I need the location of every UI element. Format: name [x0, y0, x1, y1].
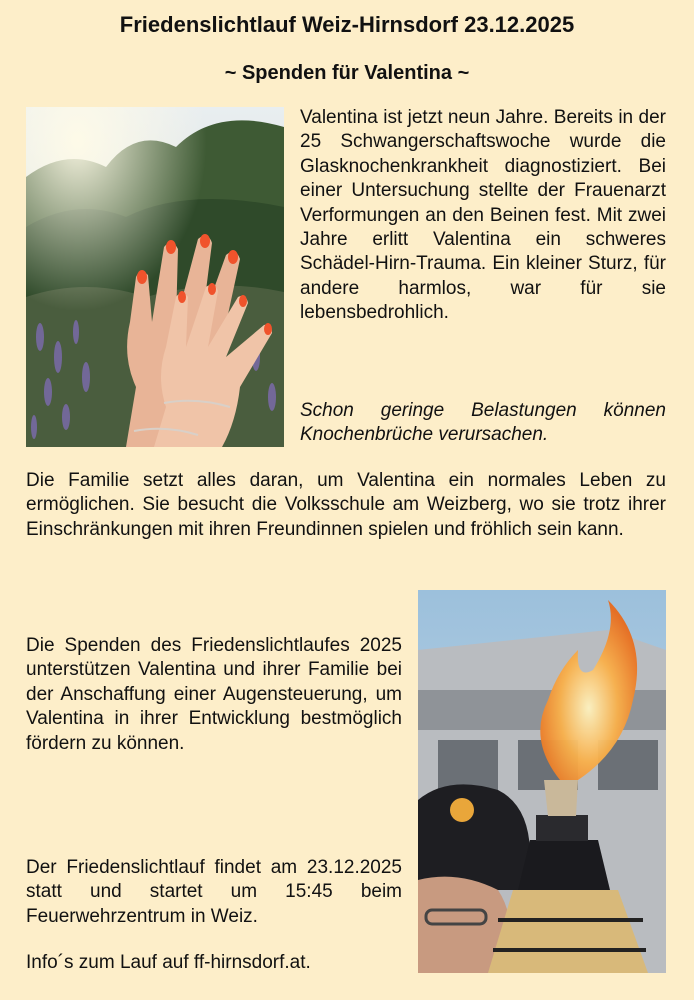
page-subtitle: ~ Spenden für Valentina ~: [224, 62, 470, 84]
hands-photo: [26, 107, 284, 447]
event-info: Info´s zum Lauf auf ff-hirnsdorf.at.: [26, 952, 311, 973]
intro-quote: Schon geringe Belastungen können Knochenbrüche verursachen.: [300, 400, 666, 446]
intro-paragraph: Valentina ist jetzt neun Jahre. Bereits in der 25 Schwangerschaftswoche wurde die Glasknochenkrankheit diagnostiziert. Bei einer Untersuchung stellte der Frauenarzt Verformungen an den Beinen fest. Mit zwei Jahre erlitt Valentina ein schweres Schädel-Hirn-Trauma. Ein kleiner Sturz, für andere harmlos, war für sie lebensbedrohlich.: [300, 107, 666, 324]
donation-paragraph: Die Spenden des Friedenslichtlaufes 2025 unterstützen Valentina und ihrer Familie bei der Anschaffung einer Augensteuerung, um Valentina in ihrer Entwicklung bestmöglich fördern zu können.: [26, 635, 402, 754]
page-title: Friedenslichtlauf Weiz-Hirnsdorf 23.12.2025: [119, 12, 575, 37]
family-paragraph: Die Familie setzt alles daran, um Valentina ein normales Leben zu ermöglichen. Sie besucht die Volksschule am Weizberg, wo sie trotz ihrer Einschränkungen mit ihren Freundinnen spielen und fröhlich sein kann.: [26, 470, 666, 540]
torch-photo: [418, 590, 666, 973]
event-paragraph: Der Friedenslichtlauf findet am 23.12.2025 statt und startet um 15:45 beim Feuerwehrzentrum in Weiz.: [26, 857, 402, 927]
